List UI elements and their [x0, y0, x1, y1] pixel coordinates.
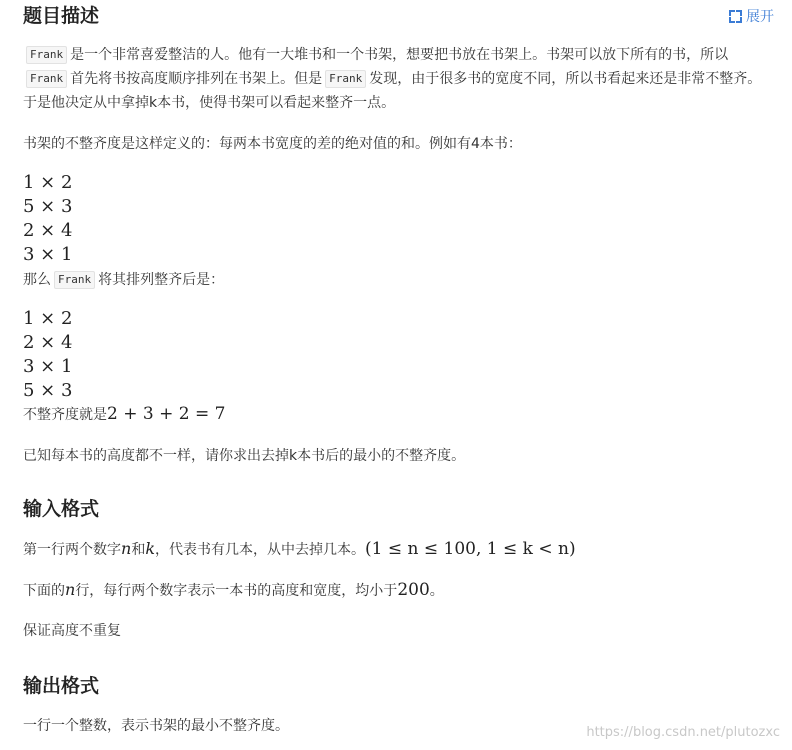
- math-constraint: (1 ≤ n ≤ 100, 1 ≤ k < n): [365, 539, 576, 559]
- inline-code: Frank: [54, 271, 95, 289]
- input-format-line-3: 保证高度不重复: [23, 623, 121, 639]
- description-title: 题目描述: [23, 5, 100, 27]
- description-paragraph-3: 那么 Frank 将其排列整齐后是：: [23, 272, 225, 288]
- inline-code: Frank: [325, 70, 366, 88]
- input-format-title: 输入格式: [23, 498, 100, 520]
- output-format-title: 输出格式: [23, 675, 100, 697]
- description-paragraph-2: 书架的不整齐度是这样定义的：每两本书宽度的差的绝对值的和。例如有4本书：: [23, 136, 522, 152]
- book-list-2-item: 5 × 3: [23, 380, 73, 401]
- math-expression: 2 + 3 + 2 = 7: [107, 404, 226, 424]
- expand-button[interactable]: [729, 6, 774, 26]
- book-list-1-item: 2 × 4: [23, 220, 73, 241]
- book-list-1-item: 3 × 1: [23, 244, 73, 265]
- book-list-2-item: 1 × 2: [23, 308, 73, 329]
- watermark: https://blog.csdn.net/plutozxc: [586, 725, 780, 740]
- input-format-line-1: 第一行两个数字n和k，代表书有几本，从中去掉几本。(1 ≤ n ≤ 100, 1 ≤ k < n): [23, 539, 576, 559]
- book-list-1-item: 1 × 2: [23, 172, 73, 193]
- book-list-2-item: 3 × 1: [23, 356, 73, 377]
- expand-label: 展开: [746, 9, 774, 25]
- book-list-1-item: 5 × 3: [23, 196, 73, 217]
- description-paragraph-1: Frank 是一个非常喜爱整洁的人。他有一大堆书和一个书架，想要把书放在书架上。书架可以放下所有的书，所以Frank 首先将书按高度顺序排列在书架上。但是 Frank 发现，由于很多书的宽度不同，所以书看起来还是非常不整齐。于是他决定从中拿掉k本书，使得书架可以看起来整齐一点。: [23, 47, 762, 111]
- book-list-2-item: 2 × 4: [23, 332, 73, 353]
- expand-icon: [729, 10, 742, 23]
- output-format-line-1: 一行一个整数，表示书架的最小不整齐度。: [23, 718, 289, 734]
- description-paragraph-5: 已知每本书的高度都不一样，请你求出去掉k本书后的最小的不整齐度。: [23, 448, 466, 464]
- input-format-line-2: 下面的n行，每行两个数字表示一本书的高度和宽度，均小于200。: [23, 580, 444, 600]
- description-paragraph-4: 不整齐度就是2 + 3 + 2 = 7: [23, 404, 226, 424]
- inline-code: Frank: [26, 70, 67, 88]
- inline-code: Frank: [26, 46, 67, 64]
